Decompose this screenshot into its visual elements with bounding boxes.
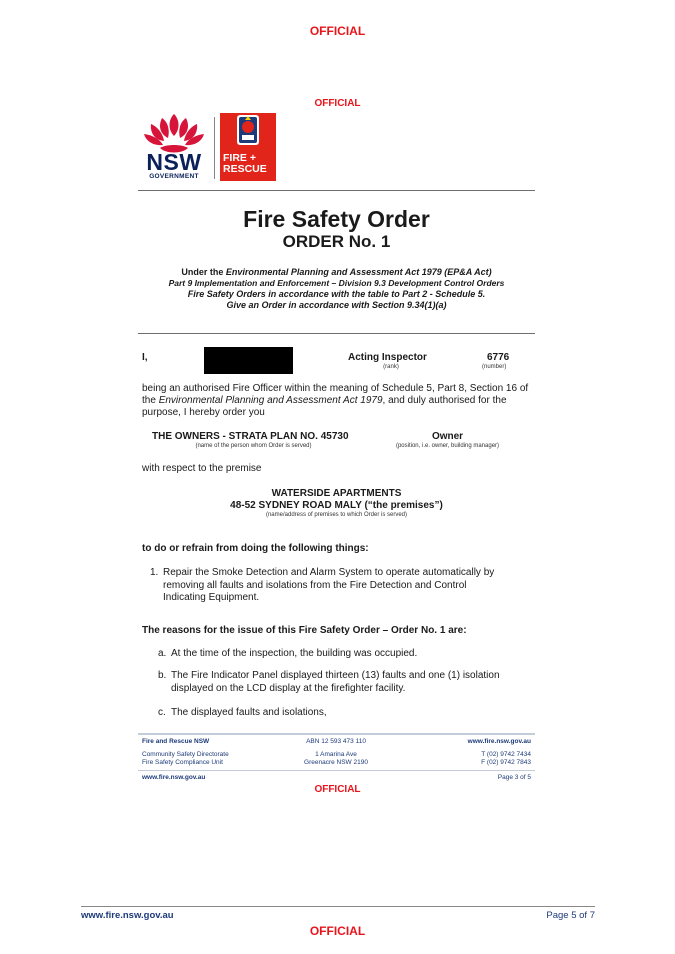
recipient-name-caption: (name of the person whom Order is served) [195, 443, 312, 449]
reason-item-line: displayed on the LCD display at the firefighter facility. [171, 682, 406, 694]
under-act-line [130, 267, 543, 278]
fire-rescue-logo [220, 113, 276, 181]
section-rule [138, 333, 535, 334]
inner-footer-rule [138, 733, 535, 735]
reason-item-marker: c. [158, 707, 166, 718]
footer-phone: T (02) 9742 7434 [481, 751, 531, 758]
official-banner-top: OFFICIAL [309, 24, 366, 38]
fire-rescue-crest-icon [220, 113, 276, 149]
officer-number: 6776 [487, 352, 510, 363]
action-item-line: Indicating Equipment. [163, 592, 260, 603]
reason-item-line: The Fire Indicator Panel displayed thirteen (13) faults and one (1) isolation [171, 670, 500, 681]
action-item-line: Repair the Smoke Detection and Alarm System to operate automatically by [163, 567, 495, 578]
outer-footer-page: Page 5 of 7 [546, 910, 595, 921]
authority-act-name: Environmental Planning and Assessment Act 1979 [158, 395, 383, 406]
nsw-government-logo [138, 110, 210, 182]
authority-line-2 [142, 395, 542, 408]
reason-item [158, 670, 538, 696]
footer-org: Fire and Rescue NSW [142, 738, 210, 745]
footer-abn: ABN 12 593 473 110 [306, 738, 366, 745]
footer-page-number: Page 3 of 5 [497, 774, 531, 781]
footer-web-right[interactable]: www.fire.nsw.gov.au [467, 738, 531, 745]
redacted-officer-name [204, 347, 293, 374]
footer-web-left[interactable]: www.fire.nsw.gov.au [142, 774, 206, 781]
reason-item [158, 707, 538, 720]
authority-line-1: being an authorised Fire Officer within the meaning of Schedule 5, Part 8, Section 16 of [142, 383, 529, 394]
part9-line: Part 9 Implementation and Enforcement – Division 9.3 Development Control Orders [168, 278, 505, 288]
under-prefix: Under the [181, 267, 226, 277]
footer-address-2: Greenacre NSW 2190 [304, 759, 368, 766]
officer-rank: Acting Inspector [348, 352, 427, 363]
footer-fax: F (02) 9742 7843 [481, 759, 531, 766]
premise-caption: (name/address of premises to which Order is served) [265, 512, 408, 518]
authority-line-2-post: , and duly authorised for the [382, 395, 507, 406]
fire-plus-wordmark: FIRE + [223, 152, 256, 164]
rescue-wordmark: RESCUE [223, 163, 267, 175]
reason-item-line: The displayed faults and isolations, [171, 707, 327, 718]
order-number: ORDER No. 1 [282, 232, 391, 251]
reasons-heading: The reasons for the issue of this Fire Safety Order – Order No. 1 are: [142, 625, 467, 636]
government-wordmark: GOVERNMENT [149, 173, 199, 180]
section934-line: Give an Order in accordance with Section 9.34(1)(a) [226, 300, 447, 310]
premise-intro: with respect to the premise [142, 463, 262, 474]
premise-name: WATERSIDE APARTMENTS [271, 488, 402, 499]
footer-dept-2: Fire Safety Compliance Unit [142, 759, 223, 766]
official-banner-inner-bottom: OFFICIAL [314, 784, 361, 795]
footer-dept-1: Community Safety Directorate [142, 751, 229, 758]
reason-item-line: At the time of the inspection, the building was occupied. [171, 648, 418, 659]
schedule5-line: Fire Safety Orders in accordance with the table to Part 2 - Schedule 5. [187, 289, 486, 299]
recipient-name: THE OWNERS - STRATA PLAN NO. 45730 [152, 431, 349, 442]
footer-address-1: 1 Amarina Ave [315, 751, 357, 758]
number-caption: (number) [482, 364, 507, 370]
official-banner-inner-top: OFFICIAL [314, 98, 361, 109]
action-item-marker: 1. [150, 567, 159, 578]
outer-footer-rule [81, 906, 595, 907]
document-title: Fire Safety Order [243, 206, 430, 232]
header-rule [138, 190, 535, 191]
reason-item [158, 648, 538, 661]
inner-footer-rule-2 [138, 770, 535, 771]
authority-line-2-pre: the [142, 395, 159, 406]
rank-caption: (rank) [383, 364, 399, 370]
authority-line-3: purpose, I hereby order you [142, 407, 265, 418]
reason-item-marker: a. [158, 648, 167, 659]
officer-i-label: I, [142, 352, 148, 363]
recipient-position: Owner [431, 431, 464, 442]
recipient-position-caption: (position, i.e. owner, building manager) [395, 443, 500, 449]
under-act-name: Environmental Planning and Assessment Act 1979 (EP&A Act) [225, 267, 492, 277]
official-banner-bottom: OFFICIAL [309, 924, 366, 938]
actions-heading: to do or refrain from doing the following things: [142, 543, 369, 554]
logo-divider [214, 117, 215, 179]
reason-item-marker: b. [158, 670, 167, 681]
outer-footer-web[interactable]: www.fire.nsw.gov.au [81, 910, 174, 921]
premise-address: 48-52 SYDNEY ROAD MALY (“the premises”) [230, 500, 443, 511]
action-item-line: removing all faults and isolations from the Fire Detection and Control [163, 579, 467, 591]
nsw-wordmark: NSW [146, 149, 202, 175]
action-item [150, 567, 530, 605]
